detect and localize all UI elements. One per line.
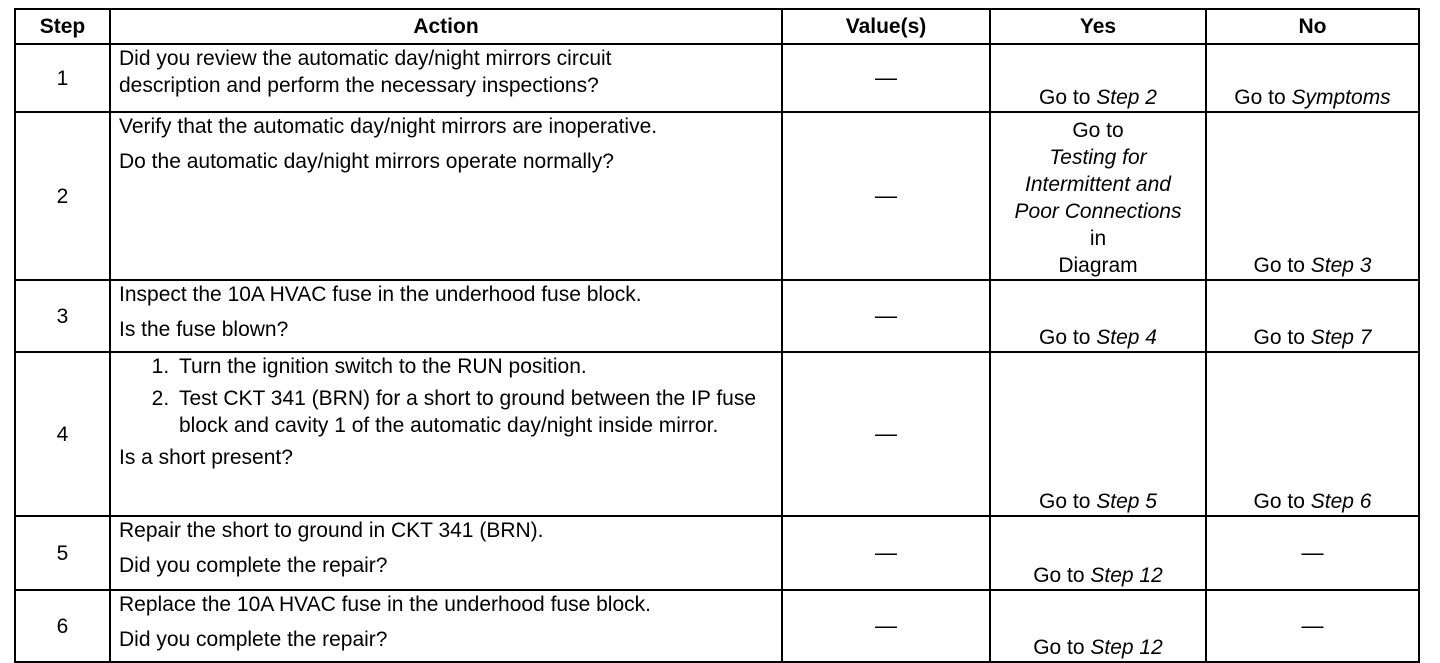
action-text: description and perform the necessary inspections?: [119, 74, 599, 97]
table-row: [15, 112, 1419, 280]
diagnostic-table: [14, 8, 1420, 663]
no-cell: Go to Step 6: [1206, 352, 1419, 516]
table-row: [15, 516, 1419, 590]
table-row: [15, 352, 1419, 516]
step-number: 3: [15, 280, 110, 352]
step-link: Step 5: [1096, 490, 1157, 513]
no-cell: Go to Step 7: [1206, 280, 1419, 352]
header-action: Action: [110, 9, 782, 44]
yes-cell: Go to Step 12: [990, 516, 1206, 590]
step-link: Step 3: [1310, 254, 1372, 277]
value-cell: —: [782, 590, 990, 662]
value-cell: —: [782, 352, 990, 516]
question-text: Is the fuse blown?: [119, 318, 289, 341]
yes-cell: Go to Step 5: [990, 352, 1206, 516]
action-text: Verify that the automatic day/night mirrors are inoperative.: [119, 115, 658, 138]
action-cell: [110, 112, 782, 280]
action-cell: [110, 44, 782, 112]
no-cell: Go to Symptoms: [1206, 44, 1419, 112]
substep-item: 1. Turn the ignition switch to the RUN position.: [175, 353, 773, 380]
question-text: Do the automatic day/night mirrors operate normally?: [119, 150, 614, 173]
value-cell: —: [782, 516, 990, 590]
header-step: Step: [15, 9, 110, 44]
step-link: Step 4: [1096, 326, 1157, 349]
substep-item: 2. Test CKT 341 (BRN) for a short to ground between the IP fuse block and cavity 1 of the automatic day/night inside mirror.: [175, 385, 773, 439]
step-number: 5: [15, 516, 110, 590]
value-cell: —: [782, 112, 990, 280]
question-text: Did you complete the repair?: [119, 554, 388, 577]
step-link: Step 2: [1096, 86, 1157, 109]
step-link: Step 7: [1310, 326, 1372, 349]
header-values: Value(s): [782, 9, 990, 44]
header-yes: Yes: [990, 9, 1206, 44]
action-cell: [110, 516, 782, 590]
header-no: No: [1206, 9, 1419, 44]
question-text: Did you complete the repair?: [119, 628, 388, 651]
no-cell: Go to Step 3: [1206, 112, 1419, 280]
action-cell: [110, 590, 782, 662]
step-link: Step 6: [1310, 490, 1372, 513]
step-number: 4: [15, 352, 110, 516]
step-number: 2: [15, 112, 110, 280]
yes-cell: Go to Step 4: [990, 280, 1206, 352]
substep-list: [119, 353, 773, 439]
value-cell: —: [782, 44, 990, 112]
table-row: [15, 44, 1419, 112]
action-cell: [110, 352, 782, 516]
step-link: Step 12: [1090, 564, 1163, 587]
symptoms-link: Symptoms: [1291, 86, 1391, 109]
step-link: Step 12: [1090, 636, 1163, 659]
action-text: Replace the 10A HVAC fuse in the underhood fuse block.: [119, 593, 651, 616]
value-cell: —: [782, 280, 990, 352]
yes-cell: Go to Step 12: [990, 590, 1206, 662]
table-row: [15, 280, 1419, 352]
yes-cell: Go to Step 2: [990, 44, 1206, 112]
yes-cell: Go to Testing for Intermittent and Poor Connections in Diagram: [990, 112, 1206, 280]
action-cell: [110, 280, 782, 352]
table-row: [15, 590, 1419, 662]
no-cell: —: [1206, 516, 1419, 590]
step-number: 6: [15, 590, 110, 662]
question-text: Is a short present?: [119, 446, 293, 469]
header-row: [15, 9, 1419, 44]
action-text: Repair the short to ground in CKT 341 (BRN).: [119, 519, 544, 542]
no-cell: —: [1206, 590, 1419, 662]
action-text: Did you review the automatic day/night mirrors circuit: [119, 47, 612, 70]
action-text: Inspect the 10A HVAC fuse in the underhood fuse block.: [119, 283, 642, 306]
step-number: 1: [15, 44, 110, 112]
